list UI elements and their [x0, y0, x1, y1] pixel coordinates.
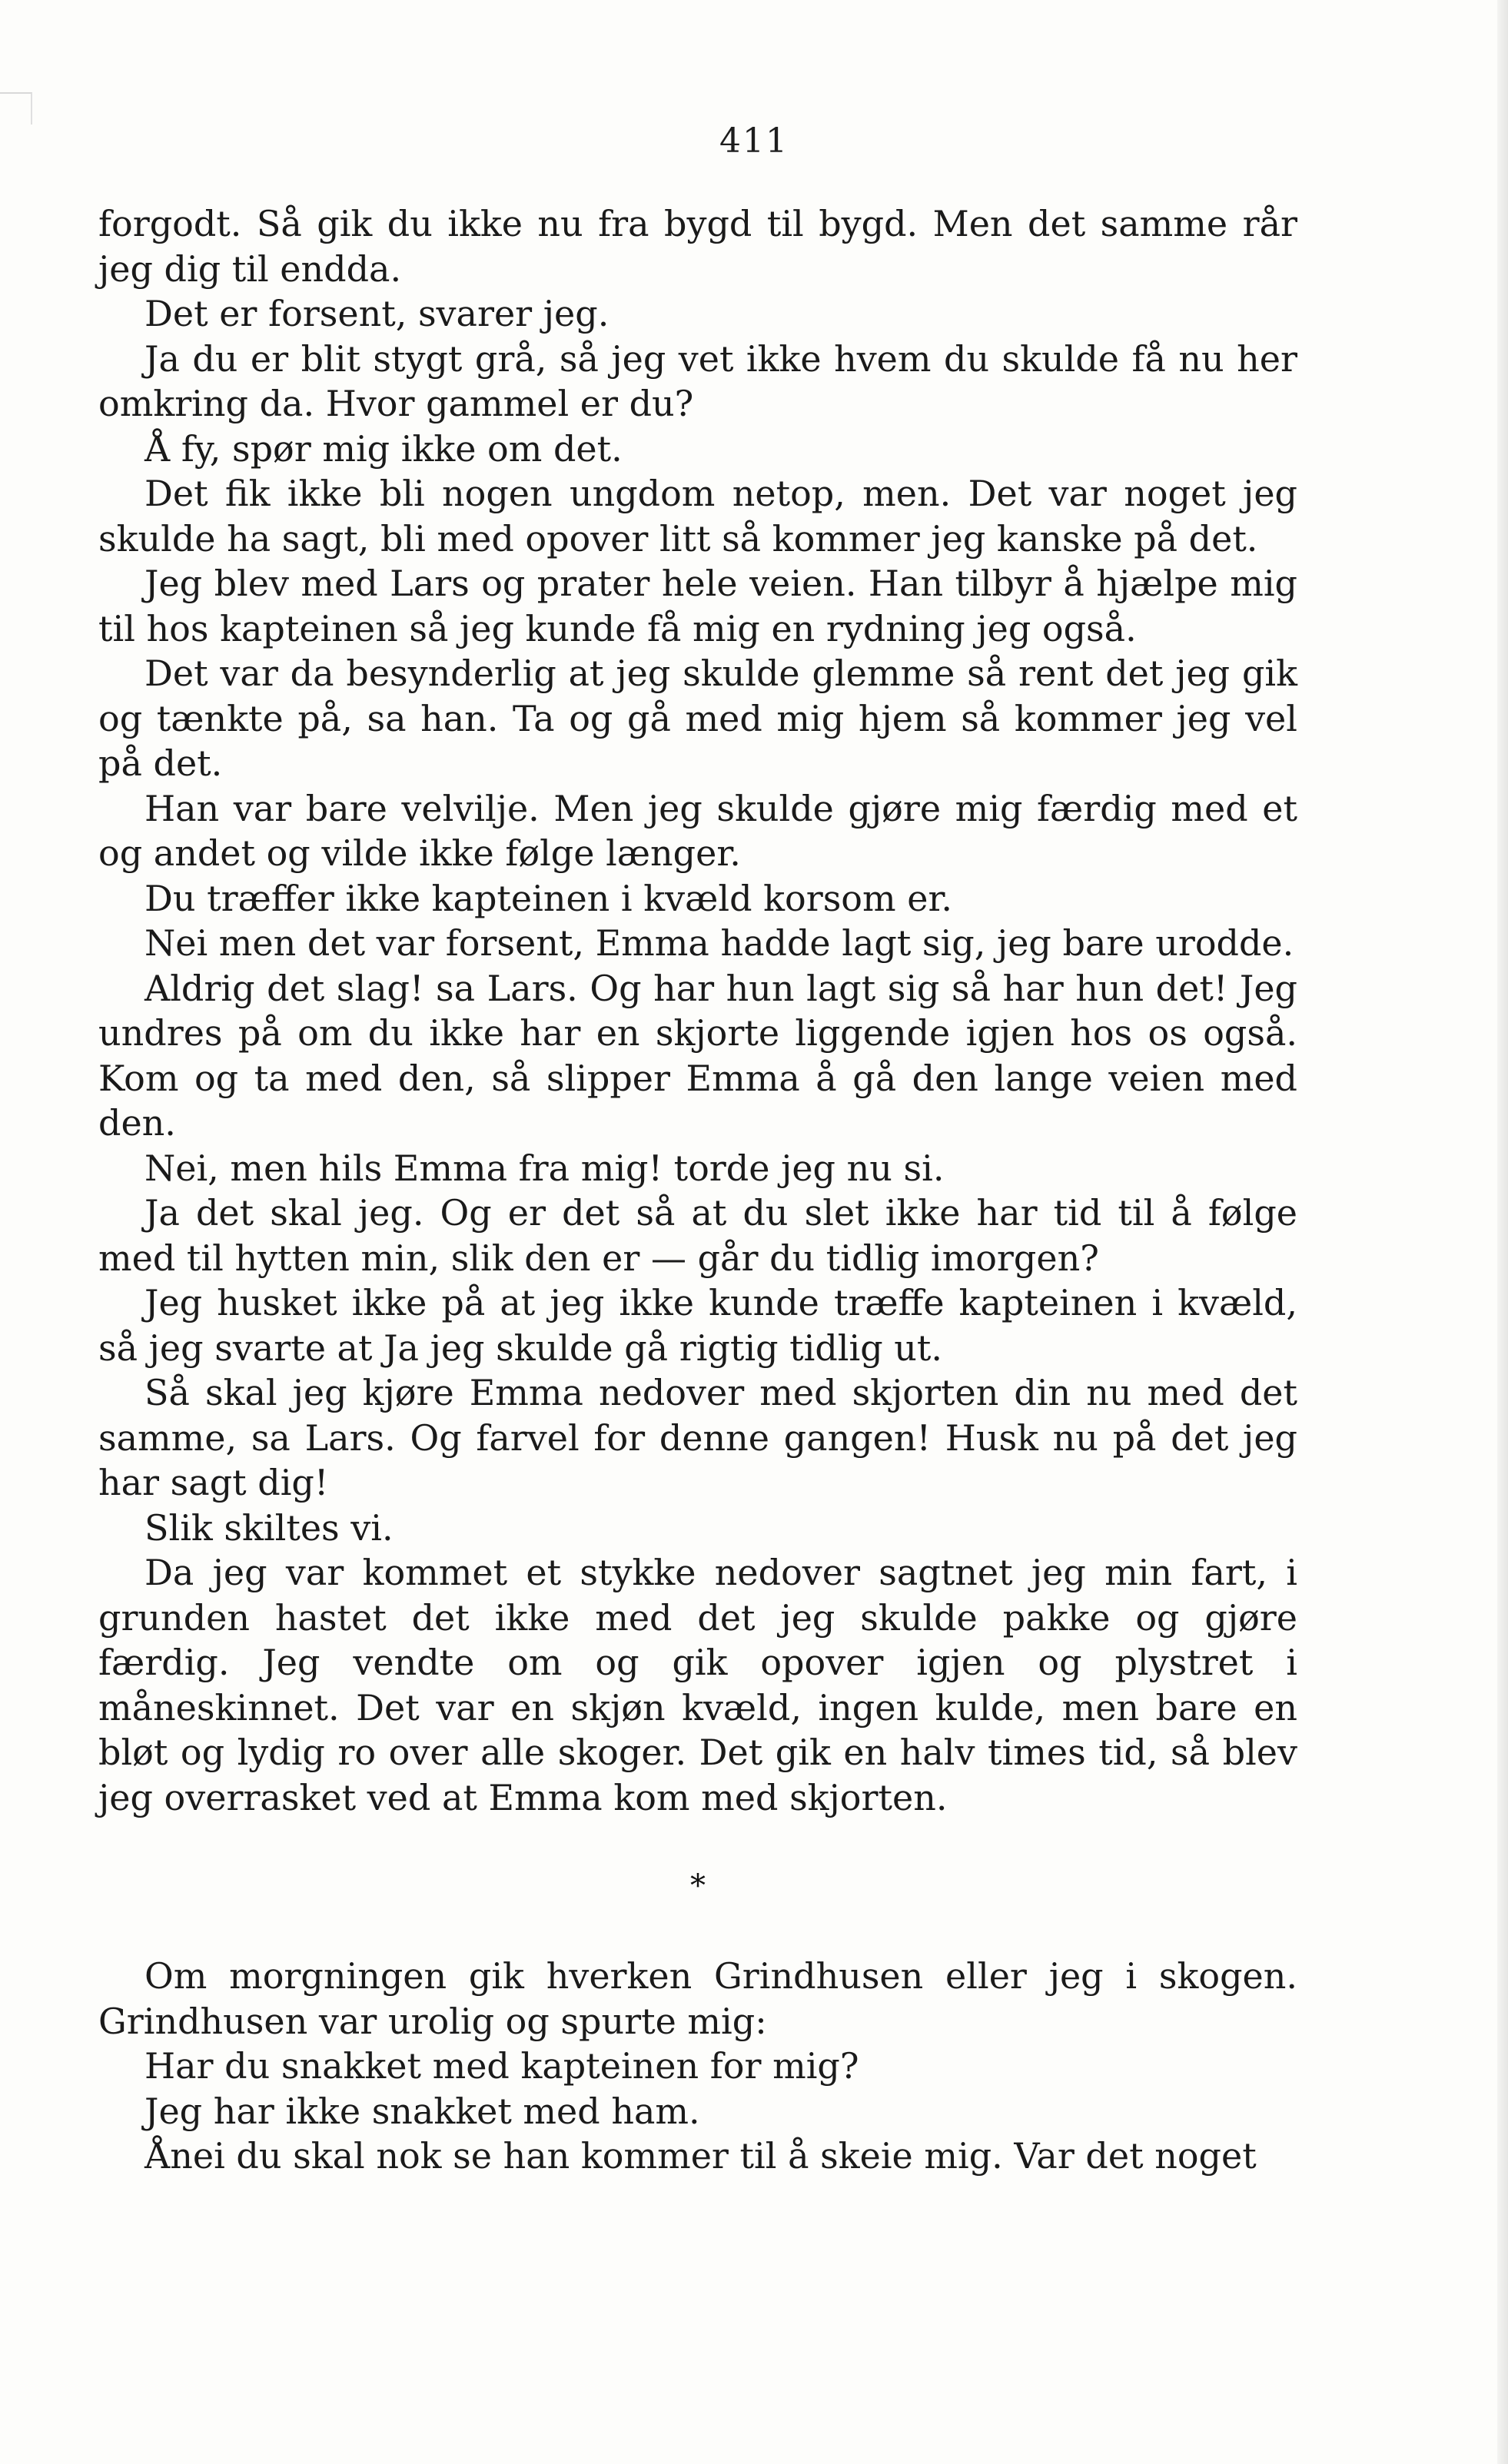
page-corner-mark — [0, 92, 32, 125]
section-separator: * — [690, 1868, 706, 1904]
paragraph: Slik skiltes vi. — [144, 1506, 394, 1549]
paragraph: Ja det skal jeg. Og er det så at du slet ikke har tid til å følge med til hytten min, slik den er — går du tidlig imorgen? — [98, 1192, 1297, 1279]
body-text — [98, 201, 1297, 2179]
paragraph: Det fik ikke bli nogen ungdom netop, men. Det var noget jeg skulde ha sagt, bli med opover litt så kommer jeg kanske på det. — [98, 473, 1297, 560]
paragraph: Jeg blev med Lars og prater hele veien. Han tilbyr å hjælpe mig til hos kapteinen så jeg kunde få mig en rydning jeg også. — [98, 563, 1297, 649]
paragraph: Nei, men hils Emma fra mig! torde jeg nu si. — [144, 1147, 945, 1189]
paragraph: Han var bare velvilje. Men jeg skulde gjøre mig færdig med et og andet og vilde ikke følge længer. — [98, 787, 1297, 874]
paragraph: Å fy, spør mig ikke om det. — [144, 427, 623, 470]
paragraph: Det er forsent, svarer jeg. — [144, 293, 610, 334]
paragraph: Ja du er blit stygt grå, så jeg vet ikke hvem du skulde få nu her omkring da. Hvor gammel er du? — [98, 337, 1297, 424]
paragraph: Jeg husket ikke på at jeg ikke kunde træffe kapteinen i kvæld, så jeg svarte at Ja jeg skulde gå rigtig tidlig ut. — [98, 1282, 1297, 1369]
paragraph: Om morgningen gik hverken Grindhusen eller jeg i skogen. Grindhusen var urolig og spurte mig: — [98, 1955, 1297, 2042]
paragraph: Det var da besynderlig at jeg skulde glemme så rent det jeg gik og tænkte på, sa han. Ta og gå med mig hjem så kommer jeg vel på det. — [98, 653, 1297, 784]
paragraph: forgodt. Så gik du ikke nu fra bygd til bygd. Men det samme rår jeg dig til endda. — [98, 203, 1297, 290]
paragraph: Nei men det var forsent, Emma hadde lagt sig, jeg bare urodde. — [144, 922, 1294, 964]
paragraph: Så skal jeg kjøre Emma nedover med skjorten din nu med det samme, sa Lars. Og farvel for denne gangen! Husk nu på det jeg har sagt dig! — [98, 1372, 1297, 1503]
paragraph: Aldrig det slag! sa Lars. Og har hun lagt sig så har hun det! Jeg undres på om du ikke har en skjorte liggende igjen hos os også. Kom og ta med den, så slipper Emma å gå den lange veien med den. — [98, 967, 1297, 1144]
paragraph: Du træffer ikke kapteinen i kvæld korsom er. — [144, 877, 953, 919]
paragraph: Da jeg var kommet et stykke nedover sagtnet jeg min fart, i grunden hastet det ikke med det jeg skulde pakke og gjøre færdig. Jeg vendte om og gik opover igjen og plystret i måneskinnet. Det var en skjøn kvæld, ingen kulde, men bare en bløt og lydig ro over alle skoger. Det gik en halv times tid, så blev jeg overrasket ved at Emma kom med skjorten. — [98, 1552, 1297, 1818]
paragraph: Jeg har ikke snakket med ham. — [144, 2090, 700, 2132]
paragraph: Har du snakket med kapteinen for mig? — [144, 2045, 859, 2087]
paragraph: Ånei du skal nok se han kommer til å skeie mig. Var det noget — [144, 2135, 1257, 2177]
page-edge — [1497, 0, 1508, 2464]
page-number: 411 — [719, 121, 789, 161]
